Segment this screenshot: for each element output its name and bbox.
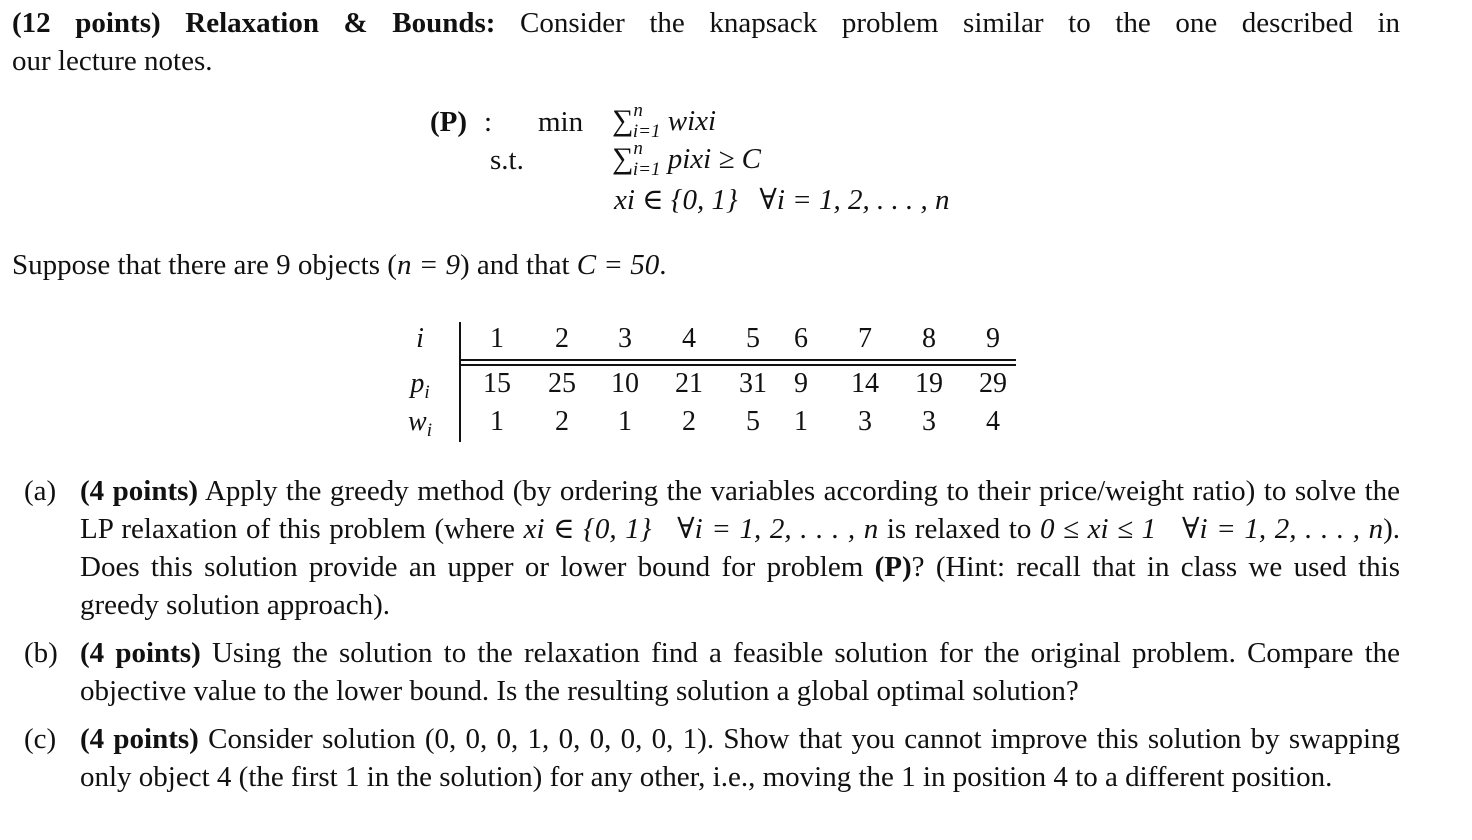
index-cell-6: 6: [794, 323, 808, 354]
constraint-sum-upper: n: [633, 138, 643, 159]
intro-text-line-1: Consider the knapsack problem similar to the one described in: [520, 7, 1401, 39]
question-a-points: (4 points): [80, 475, 199, 507]
question-b-points: (4 points): [80, 637, 201, 669]
question-b-body: [80, 634, 1400, 710]
weight-cell-1: 1: [490, 406, 504, 437]
intro-points: (12 points): [12, 7, 161, 39]
weight-cell-5: 5: [746, 406, 760, 437]
weight-cell-9: 4: [986, 406, 1000, 437]
objective-terms: wixi: [667, 105, 717, 137]
objective-sum-symbol: ∑: [612, 104, 634, 137]
object-data-table: [390, 318, 1016, 444]
index-cell-8: 8: [922, 323, 936, 354]
weight-cell-6: 1: [794, 406, 808, 437]
question-a-math-2: 0 ≤ xi ≤ 1 ∀i = 1, 2, . . . , n: [1039, 513, 1384, 545]
constraint-sum-lower: i=1: [632, 159, 661, 180]
instance-description: [12, 246, 1400, 284]
constraint-sum-symbol: ∑: [612, 142, 634, 175]
question-c-points: (4 points): [80, 723, 199, 755]
question-c-text-1: Consider solution: [208, 723, 425, 755]
weight-cell-7: 3: [858, 406, 872, 437]
weight-cell-4: 2: [682, 406, 696, 437]
weight-cell-8: 3: [922, 406, 936, 437]
question-a: [24, 472, 1400, 624]
question-a-text-3: ). Does this solution provide an upper or lower bound for problem: [80, 513, 1401, 583]
variable-domain: xi ∈ {0, 1} ∀i = 1, 2, . . . , n: [614, 184, 950, 216]
suppose-text-c: .: [659, 249, 667, 281]
question-a-math-1: xi ∈ {0, 1} ∀i = 1, 2, . . . , n: [523, 513, 879, 545]
capacity-constraint: [612, 138, 761, 180]
intro-line-1: [12, 4, 1400, 42]
weight-cell-3: 1: [618, 406, 632, 437]
table-header-rule-top: [459, 359, 1016, 361]
price-cell-2: 25: [548, 368, 576, 399]
question-c: [24, 720, 1400, 796]
price-cell-6: 9: [794, 368, 808, 399]
question-a-problem-ref: (P): [874, 551, 912, 583]
price-cell-9: 29: [979, 368, 1007, 399]
price-cell-4: 21: [675, 368, 703, 399]
question-a-text-1: Apply the greedy method (by ordering the variables according to their price/weight ratio) to solve the LP relaxation of this problem (where: [80, 475, 1400, 545]
formulation-colon: :: [484, 106, 493, 138]
question-a-label: (a): [24, 475, 57, 507]
price-cell-8: 19: [915, 368, 943, 399]
question-c-body: [80, 720, 1400, 796]
index-cell-3: 3: [618, 323, 632, 354]
question-a-text-2: is relaxed to: [878, 513, 1040, 545]
price-cell-1: 15: [483, 368, 511, 399]
suppose-text-b: ) and that: [460, 249, 577, 281]
question-c-text-2: . Show that you cannot improve this solution by swapping only object 4 (the first 1 in the solution) for any other, i.e., moving the 1 in position 4 to a different position.: [80, 723, 1401, 793]
index-cell-2: 2: [555, 323, 569, 354]
subject-to-label: s.t.: [490, 144, 524, 176]
index-header: i: [416, 323, 424, 354]
price-cell-5: 31: [739, 368, 767, 399]
objective-sum-lower: i=1: [632, 121, 661, 142]
question-c-label: (c): [24, 723, 57, 755]
constraint-terms: pixi ≥ C: [667, 143, 761, 175]
index-cell-7: 7: [858, 323, 872, 354]
weight-cell-2: 2: [555, 406, 569, 437]
index-cell-1: 1: [490, 323, 504, 354]
objective-min-label: min: [538, 106, 584, 138]
problem-formulation: [0, 100, 1472, 220]
index-cell-5: 5: [746, 323, 760, 354]
question-b: [24, 634, 1400, 710]
c-equation: C = 50: [576, 249, 660, 281]
question-a-body: [80, 472, 1400, 624]
row-label-price: $p_i$: [410, 368, 430, 403]
question-b-label: (b): [24, 637, 58, 669]
row-label-weight: $w_i$: [408, 406, 432, 441]
question-b-text: Using the solution to the relaxation find a feasible solution for the original problem. Compare the objective value to the lower bound. Is the resulting solution a global optimal solution?: [80, 637, 1400, 707]
problem-intro: [12, 4, 1400, 80]
price-cell-7: 14: [851, 368, 879, 399]
table-vertical-rule: [459, 322, 461, 442]
intro-text-line-2: our lecture notes.: [12, 45, 213, 77]
suppose-text-a: Suppose that there are 9 objects (: [12, 249, 397, 281]
objective-sum-upper: n: [633, 100, 643, 121]
objective-expression: [612, 100, 717, 142]
index-cell-4: 4: [682, 323, 696, 354]
question-a-text-4: ? (Hint: recall that in class we used this greedy solution approach).: [80, 551, 1400, 621]
index-cell-9: 9: [986, 323, 1000, 354]
intro-topic: Relaxation & Bounds:: [185, 7, 496, 39]
formulation-name: (P): [430, 106, 468, 138]
n-equation: n = 9: [396, 249, 461, 281]
price-cell-3: 10: [611, 368, 639, 399]
question-c-math-1: (0, 0, 0, 1, 0, 0, 0, 0, 1): [424, 723, 707, 755]
